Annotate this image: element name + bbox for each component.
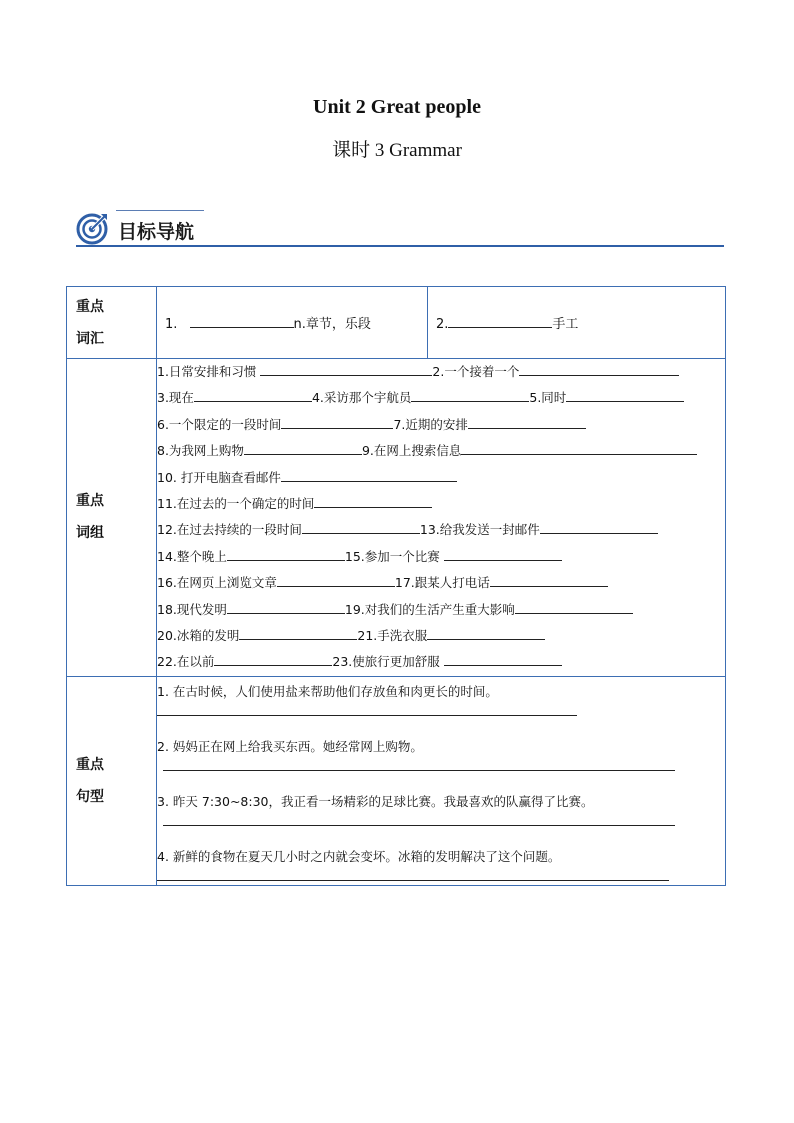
answer-line[interactable]	[157, 880, 669, 881]
blank-line[interactable]	[190, 313, 294, 328]
blank-line[interactable]	[515, 599, 633, 614]
section-header	[76, 208, 724, 250]
phrase-line: 12.在过去持续的一段时间 13.给我发送一封邮件	[157, 517, 725, 543]
phrase-line: 1.日常安排和习惯 2.一个接着一个	[157, 359, 725, 385]
section-top-line	[116, 210, 204, 211]
blank-line[interactable]	[448, 313, 552, 328]
phrase-line: 6.一个限定的一段时间 7.近期的安排	[157, 412, 725, 438]
sentence-prompt: 4. 新鲜的食物在夏天几小时之内就会变坏。冰箱的发明解决了这个问题。	[157, 848, 561, 864]
blank-line[interactable]	[519, 361, 679, 376]
vocab-head: 重点 词汇	[67, 287, 157, 359]
vocab-item-1: 1. n.章节，乐段	[157, 287, 428, 359]
answer-line[interactable]	[163, 770, 675, 771]
blank-line[interactable]	[427, 625, 545, 640]
sentence-prompt: 2. 妈妈正在网上给我买东西。她经常网上购物。	[157, 738, 423, 754]
page-subtitle: 课时 3 Grammar	[332, 140, 462, 161]
phrases-list	[157, 359, 726, 677]
blank-line[interactable]	[244, 440, 362, 455]
blank-line[interactable]	[281, 467, 457, 482]
section-label: 目标导航	[118, 221, 195, 243]
sentence-prompt: 3. 昨天 7:30~8:30，我正看一场精彩的足球比赛。我最喜欢的队赢得了比赛。	[157, 793, 594, 809]
sentences-row	[67, 676, 726, 885]
sentence-prompt: 1. 在古时候，人们使用盐来帮助他们存放鱼和肉更长的时间。	[157, 683, 498, 699]
phrase-line: 10. 打开电脑查看邮件	[157, 465, 725, 491]
goals-table	[66, 286, 726, 886]
blank-line[interactable]	[490, 572, 608, 587]
section-divider	[76, 245, 724, 247]
blank-line[interactable]	[227, 546, 345, 561]
blank-line[interactable]	[302, 519, 420, 534]
blank-line[interactable]	[277, 572, 395, 587]
blank-line[interactable]	[444, 546, 562, 561]
blank-line[interactable]	[540, 519, 658, 534]
page-title: Unit 2 Great people	[313, 96, 481, 118]
blank-line[interactable]	[260, 361, 432, 376]
blank-line[interactable]	[239, 625, 357, 640]
blank-line[interactable]	[214, 651, 332, 666]
blank-line[interactable]	[227, 599, 345, 614]
blank-line[interactable]	[194, 387, 312, 402]
phrase-line: 11.在过去的一个确定的时间	[157, 491, 725, 517]
target-icon	[76, 211, 110, 245]
blank-line[interactable]	[566, 387, 684, 402]
phrase-line: 8.为我网上购物 9.在网上搜索信息	[157, 438, 725, 464]
vocab-row	[67, 287, 726, 359]
vocab-item-2: 2. 手工	[428, 287, 726, 359]
blank-line[interactable]	[461, 440, 697, 455]
phrase-line: 22.在以前 23.使旅行更加舒服	[157, 649, 725, 675]
blank-line[interactable]	[468, 414, 586, 429]
phrase-line: 3.现在 4.采访那个宇航员 5.同时	[157, 385, 725, 411]
phrase-line: 20.冰箱的发明 21.手洗衣服	[157, 623, 725, 649]
phrases-head: 重点 词组	[67, 359, 157, 677]
phrases-row	[67, 359, 726, 677]
blank-line[interactable]	[411, 387, 529, 402]
sentences-list	[157, 676, 726, 885]
blank-line[interactable]	[314, 493, 432, 508]
phrase-line: 18.现代发明 19.对我们的生活产生重大影响	[157, 597, 725, 623]
blank-line[interactable]	[281, 414, 393, 429]
phrase-line: 16.在网页上浏览文章 17.跟某人打电话	[157, 570, 725, 596]
blank-line[interactable]	[444, 651, 562, 666]
phrase-line: 14.整个晚上 15.参加一个比赛	[157, 544, 725, 570]
sentences-head: 重点 句型	[67, 676, 157, 885]
answer-line[interactable]	[157, 715, 577, 716]
answer-line[interactable]	[163, 825, 675, 826]
